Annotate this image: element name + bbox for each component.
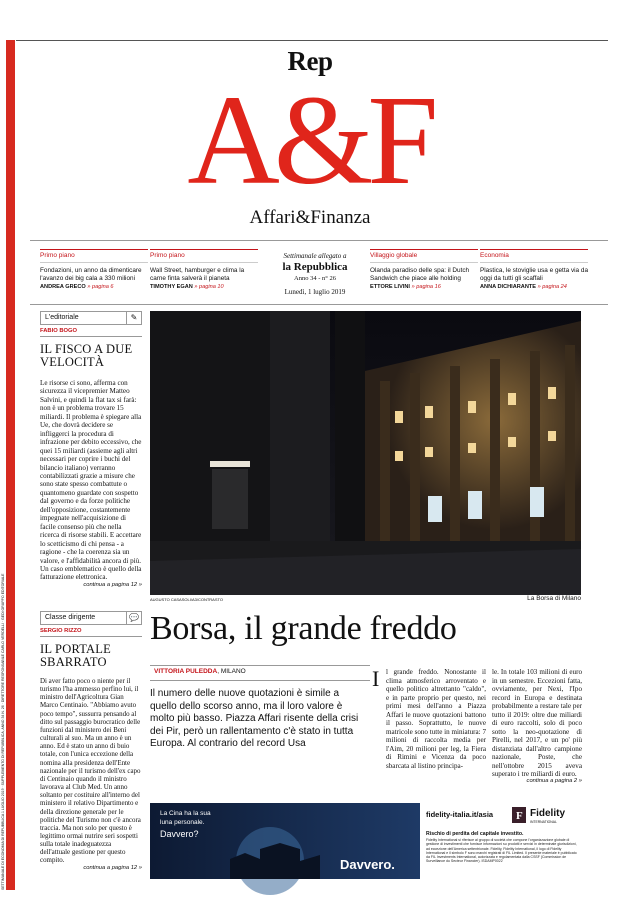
- top-rule: [16, 40, 608, 41]
- issue-date: Lunedì, 1 luglio 2019: [284, 288, 346, 296]
- editorial-continue[interactable]: continua a pagina 12 »: [83, 581, 142, 588]
- separator: [30, 240, 608, 241]
- ad-brand-sub: INTERNATIONAL: [530, 820, 557, 824]
- borsa-photo: [150, 311, 581, 595]
- masthead-logo: A&F: [187, 69, 433, 211]
- fidelity-ad[interactable]: [150, 803, 582, 879]
- ad-answer: Davvero.: [340, 857, 395, 872]
- ad-risk-text: Fidelity International si riferisce al gruppo di società che compone l'organizzazione globale di gestione di investimenti che fornisce informazioni su prodotti e servizi in determinate giurisdizioni, ad eccezione dell'America settentrionale. Fidelity, Fidelity International, il logo di Fidelity International e il simbolo F sono marchi registrati di FIL Limited. Il presente materiale è pubblicato da FIL Investments International, autorizzata e regolamentata dalla CSSF (Commission de Surveillance du Secteur Financier). ISDAMP0022: [426, 838, 577, 864]
- strip-imprint: SETTIMANALE DI ECONOMIA DI REPUBBLICA 1 LUGLIO 2019 · SUPPLEMENTO DI REPUBBLICA, ANNO 34 N. 26 · DIRETTORE RESPONSABILE CARLO VERDELLI · GEDI GRUPPO EDITORIALE: [1, 573, 5, 890]
- classe-headline: IL PORTALE SBARRATO: [40, 642, 111, 669]
- speech-bubble-icon: 💬: [126, 611, 141, 624]
- teaser-text: Olanda paradiso delle spa: il Dutch Sandwich che piace alle holding: [370, 267, 470, 282]
- editorial-label: L'editoriale: [45, 314, 79, 321]
- editorial: [40, 311, 142, 588]
- editorial-body: Le risorse ci sono, afferma con sicurezza il vicepremier Matteo Salvini, e quindi la flat tax si farà: non è un problema trovare 15 miliardi. Il problema è spiegare alla Ue, che dovrà decidere se infliggerci la procedura di infrazione per debito eccessivo, che quei 15 miliardi (assieme agli altri necessari per coprire i buchi del bilancio italiano) verranno contabilizzati grazie a misure che sono state spesso combattute o quantomeno guardate con sospetto dal governo e da forze politiche dell'opposizione, costantemente impegnate nell'acquisizione di facile consenso più che nella ricerca di risorse stabili. E accettare lo scetticismo di chi pensa - a ragione - che la coerenza sia un valore, e l'affidabilità ancora di più.: [40, 379, 142, 565]
- editorial-body-2: Un caso emblematico è quello della fatturazione elettronica.: [40, 564, 142, 582]
- main-author: VITTORIA PULEDDA: [154, 668, 218, 675]
- ad-url[interactable]: fidelity-italia.it/asia: [426, 810, 494, 819]
- main-col1: l grande freddo. Nonostante il clima atmosferico arroventato e quello politico altrettanto "caldo", e in parte proprio per questo, nei primi mesi dell'anno a Piazza Affari le nuove quotazioni battono il passo. Soprattutto, le nuove matricole sono tutte in miniatura: 7 milioni di raccolta media per l'Aim, 20 milioni per leg, la Fiera di Rimini e Vicenza da poco sbarcata al listino principa-: [386, 668, 486, 770]
- classe-body: Di aver fatto poco o niente per il turismo l'ha ammesso perfino lui, il ministro dell'Agricoltura Gian Marco Centinaio. "Abbiamo avuto poco tempo", sussurra pensando al ditto sul passaggio burocratico delle funzioni dal ministero dei Beni culturali al suo. Ma un anno è un anno. Ed è stato un anno di buio totale, con l'unica eccezione della nomina alla presidenza dell'Ente nazionale per il turismo dell'ex capo di Centinaio quando il ministro lavorava al Club Med. Un anno soltanto per costituire all'interno del ministero il relativo Dipartimento e della direzione generale per le politiche del Turismo non c'è ancora traccia. Ma non solo per questo è legittimo ormai nutrire seri sospetti sulla totale inadeguatezza dell'attuale gestione per questo compito.: [40, 677, 141, 865]
- separator: [30, 304, 608, 305]
- ad-risk-title: Rischio di perdita del capitale investito.: [426, 831, 524, 837]
- svg-text:F: F: [516, 810, 523, 822]
- main-dropcap: I: [372, 666, 380, 691]
- teaser-page: » pagina 24: [537, 284, 567, 290]
- teaser[interactable]: [40, 249, 148, 301]
- ad-question: Davvero?: [160, 829, 199, 839]
- main-city: , MILANO: [217, 668, 246, 675]
- issue-paper: la Repubblica: [282, 261, 348, 273]
- classe-dirigente: [40, 611, 142, 871]
- teaser-author: ETTORE LIVINI: [370, 284, 410, 290]
- editorial-headline: IL FISCO A DUE VELOCITÀ: [40, 342, 133, 369]
- pen-icon: ✎: [126, 311, 141, 324]
- teaser-label: Economia: [480, 249, 588, 259]
- editorial-label-box: [40, 311, 142, 325]
- masthead-subtitle: Affari&Finanza: [249, 207, 371, 228]
- ad-brand: Fidelity: [530, 808, 566, 819]
- main-continue[interactable]: continua a pagina 2 »: [526, 778, 582, 784]
- teaser-page: » pagina 16: [411, 284, 441, 290]
- teaser-page: » pagina 6: [87, 284, 114, 290]
- issue-number: Anno 34 - n° 26: [294, 275, 336, 282]
- teaser-label: Villaggio globale: [370, 249, 478, 259]
- main-headline[interactable]: Borsa, il grande freddo: [150, 610, 457, 647]
- teaser-label: Primo piano: [150, 249, 258, 259]
- teaser[interactable]: [150, 249, 258, 301]
- teaser-author: ANDREA GRECO: [40, 284, 86, 290]
- teaser-author: TIMOTHY EGAN: [150, 284, 193, 290]
- ad-line1: La Cina ha la sua: [160, 810, 211, 817]
- teaser[interactable]: [480, 249, 588, 301]
- main-summary: Il numero delle nuove quotazioni è simile a quello dello scorso anno, ma il loro valore è molto più basso. Piazza Affari risente della crisi dei Pir, però un rallentamento c'è stato in tutta Europa. Al contrario del record Usa: [150, 688, 359, 749]
- teaser-text: Wall Street, hamburger e clima la carne finta salverà il pianeta: [150, 267, 245, 282]
- teaser-label: Primo piano: [40, 249, 148, 259]
- teaser-text: Plastica, le stoviglie usa e getta via da oggi da tutti gli scaffali: [480, 267, 588, 282]
- classe-author: SERGIO RIZZO: [40, 628, 142, 637]
- teaser[interactable]: [370, 249, 478, 301]
- classe-continue[interactable]: continua a pagina 12 »: [83, 864, 142, 871]
- masthead-rep: Rep: [287, 46, 333, 76]
- teaser-page: » pagina 10: [194, 284, 224, 290]
- classe-label-box: [40, 611, 142, 625]
- teaser-text: Fondazioni, un anno da dimenticare l'avanzo dei big cala a 330 milioni: [40, 267, 142, 282]
- editorial-author: FABIO BOGO: [40, 328, 142, 337]
- photo-caption: La Borsa di Milano: [527, 595, 581, 602]
- teaser-author: ANNA DICHIARANTE: [480, 284, 537, 290]
- ad-line2: luna personale.: [160, 819, 205, 826]
- main-byline: [150, 665, 370, 681]
- photo-credit: AUGUSTO CASASOLI/A3/CONTRASTO: [150, 597, 223, 602]
- classe-label: Classe dirigente: [45, 614, 96, 621]
- issue-info: [260, 252, 370, 296]
- main-col2: le. In totale 103 milioni di euro in un semestre. Eccezioni fatta, ovviamente, per Nexi, l'Ipo record in Europa e destinata probabilmente a restare tale per tutto il 2019: oltre due miliardi di euro raccolti, solo di poco sotto la neo-quotazione di Pirelli, nel 2017, e un po' più distanziata dall'altro campione nazionale, Poste, che nell'ottobre 2015 aveva superato i tre miliardi di euro.: [492, 668, 582, 778]
- issue-line1: Settimanale allegato a: [283, 252, 347, 260]
